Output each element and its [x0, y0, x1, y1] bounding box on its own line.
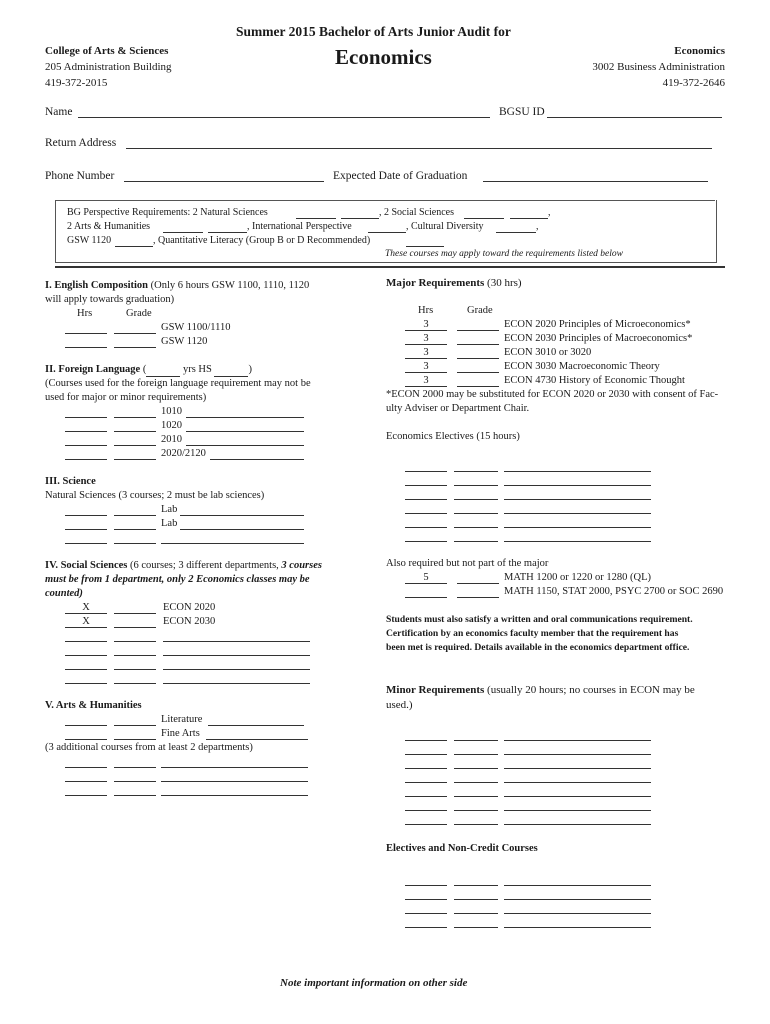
literature-label: Literature [161, 714, 203, 725]
hrs-field[interactable] [405, 474, 447, 486]
grade-field[interactable] [457, 375, 499, 387]
course-label: MATH 1150, STAT 2000, PSYC 2700 or SOC 2690 [504, 586, 724, 597]
hrs-field[interactable] [405, 586, 447, 598]
grade-field[interactable] [114, 672, 156, 684]
foreign-title: II. Foreign Language [45, 364, 141, 375]
english-note-1: (Only 6 hours GSW 1100, 1110, 1120 [148, 280, 310, 291]
hrs-field[interactable] [405, 488, 447, 500]
hrs-field[interactable] [405, 916, 447, 928]
hrs-field[interactable] [405, 813, 447, 825]
hrs-field[interactable] [405, 888, 447, 900]
major-hours: (30 hrs) [484, 277, 522, 289]
grade-field[interactable] [114, 406, 156, 418]
arts-heading: V. Arts & Humanities [45, 700, 142, 711]
course-field[interactable] [504, 530, 651, 542]
bg-line-2-d: , [536, 221, 539, 232]
course-field[interactable] [504, 729, 651, 741]
english-heading [45, 280, 309, 291]
hrs-value: 5 [405, 572, 447, 584]
course-detail-field[interactable] [163, 672, 310, 684]
bgsu-id-label: BGSU ID [499, 106, 545, 118]
hrs-field[interactable] [65, 770, 107, 782]
hrs-field[interactable] [405, 757, 447, 769]
form-title: Summer 2015 Bachelor of Arts Junior Audit for [236, 24, 511, 39]
hrs-field[interactable] [65, 658, 107, 670]
course-label: ECON 2030 [163, 616, 216, 627]
social-note-a: (6 courses; 3 different departments, [127, 560, 282, 571]
bg-natural-sci-2[interactable] [341, 207, 379, 219]
hrs-field[interactable] [405, 902, 447, 914]
name-label: Name [45, 106, 73, 118]
course-field[interactable] [504, 502, 651, 514]
major-hrs-header: Hrs [418, 305, 434, 316]
course-detail-field[interactable] [161, 532, 304, 544]
bg-box-bottom-rule [55, 266, 725, 268]
hrs-field[interactable] [405, 502, 447, 514]
hrs-mark: X [65, 602, 107, 614]
minor-title: Minor Requirements [386, 684, 485, 696]
grade-field[interactable] [114, 630, 156, 642]
comm-requirement-1: Students must also satisfy a written and oral communications requirement. [386, 614, 693, 625]
course-field[interactable] [504, 757, 651, 769]
course-detail-field[interactable] [208, 714, 304, 726]
grade-field[interactable] [454, 874, 498, 886]
minor-note-1: (usually 20 hours; no courses in ECON may be [484, 684, 695, 696]
name-field[interactable] [78, 106, 490, 118]
course-detail-field[interactable] [180, 518, 304, 530]
grade-field[interactable] [114, 756, 156, 768]
course-field[interactable] [504, 874, 651, 886]
grade-field[interactable] [454, 502, 498, 514]
minor-note-2: used.) [386, 699, 413, 711]
course-field[interactable] [504, 902, 651, 914]
foreign-note-2: used for major or minor requirements) [45, 392, 207, 403]
science-heading: III. Science [45, 476, 96, 487]
grade-field[interactable] [114, 504, 156, 516]
lab-label: Lab [161, 518, 178, 529]
grade-field[interactable] [114, 602, 156, 614]
course-detail-field[interactable] [186, 420, 304, 432]
hrs-field[interactable] [65, 756, 107, 768]
college-phone: 419-372-2015 [45, 77, 108, 89]
bg-gsw-1120[interactable] [115, 235, 153, 247]
major-req-title: Major Requirements [386, 277, 485, 289]
hrs-field[interactable] [65, 434, 107, 446]
course-field[interactable] [504, 488, 651, 500]
hrs-field[interactable] [65, 322, 107, 334]
course-field[interactable] [504, 460, 651, 472]
course-detail-field[interactable] [163, 658, 310, 670]
econ-electives-heading: Economics Electives (15 hours) [386, 431, 520, 442]
course-field[interactable] [504, 799, 651, 811]
graduation-field[interactable] [483, 170, 708, 182]
social-note-c: must be from 1 department, only 2 Economics classes may be [45, 574, 310, 585]
course-detail-field[interactable] [161, 756, 308, 768]
course-field[interactable] [504, 916, 651, 928]
foreign-note-1: (Courses used for the foreign language requirement may not be [45, 378, 311, 389]
course-label: GSW 1100/1110 [161, 322, 231, 333]
course-label: ECON 3010 or 3020 [504, 347, 592, 358]
course-detail-field[interactable] [206, 728, 308, 740]
course-detail-field[interactable] [186, 434, 304, 446]
hrs-field[interactable] [405, 530, 447, 542]
grade-field[interactable] [114, 518, 156, 530]
hs-years-field[interactable] [146, 365, 180, 377]
grade-field[interactable] [454, 516, 498, 528]
course-label: MATH 1200 or 1220 or 1280 (QL) [504, 572, 651, 583]
grade-field[interactable] [457, 586, 499, 598]
major-title: Economics [335, 45, 432, 69]
hrs-field[interactable] [65, 630, 107, 642]
hrs-field[interactable] [65, 728, 107, 740]
foreign-heading [45, 364, 252, 376]
course-label: 1020 [161, 420, 182, 431]
hrs-field[interactable] [65, 336, 107, 348]
grade-field[interactable] [454, 799, 498, 811]
course-label: 2010 [161, 434, 182, 445]
grade-field[interactable] [454, 813, 498, 825]
grade-field[interactable] [454, 530, 498, 542]
grade-field[interactable] [114, 770, 156, 782]
social-note-b: 3 courses [281, 560, 322, 571]
bg-line-2-a: 2 Arts & Humanities [67, 221, 151, 232]
grade-field[interactable] [457, 347, 499, 359]
grade-field[interactable] [114, 322, 156, 334]
grade-field[interactable] [457, 572, 499, 584]
grade-field[interactable] [114, 532, 156, 544]
grade-field[interactable] [454, 785, 498, 797]
social-note-d: counted) [45, 588, 83, 599]
grade-field[interactable] [457, 333, 499, 345]
grade-field[interactable] [114, 434, 156, 446]
course-label: ECON 4730 History of Economic Thought [504, 375, 685, 386]
bg-note: These courses may apply toward the requirements listed below [385, 249, 623, 259]
grade-field[interactable] [454, 460, 498, 472]
college-address: 205 Administration Building [45, 61, 172, 73]
bg-line-1-a: BG Perspective Requirements: 2 Natural Sciences [67, 207, 268, 218]
hrs-field[interactable] [65, 406, 107, 418]
hrs-field[interactable] [65, 672, 107, 684]
dept-phone: 419-372-2646 [662, 77, 725, 89]
hrs-field[interactable] [405, 799, 447, 811]
footer-note: Note important information on other side [280, 977, 468, 989]
course-detail-field[interactable] [161, 784, 308, 796]
bg-social-sci-2[interactable] [510, 207, 548, 219]
hrs-field[interactable] [405, 874, 447, 886]
hrs-value: 3 [405, 333, 447, 345]
comm-requirement-3: been met is required. Details available in the economics department office. [386, 642, 690, 653]
course-field[interactable] [504, 813, 651, 825]
return-address-label: Return Address [45, 137, 117, 149]
course-detail-field[interactable] [186, 406, 304, 418]
english-hrs-header: Hrs [77, 308, 93, 319]
hrs-field[interactable] [405, 771, 447, 783]
course-detail-field[interactable] [163, 630, 310, 642]
hrs-field[interactable] [65, 504, 107, 516]
english-title: I. English Composition [45, 280, 148, 291]
hrs-field[interactable] [65, 420, 107, 432]
hrs-field[interactable] [405, 785, 447, 797]
grade-field[interactable] [457, 319, 499, 331]
bg-line-1-b: , 2 Social Sciences [379, 207, 454, 218]
hrs-value: 3 [405, 319, 447, 331]
course-detail-field[interactable] [161, 770, 308, 782]
grade-field[interactable] [454, 771, 498, 783]
hrs-value: 3 [405, 347, 447, 359]
grade-field[interactable] [114, 448, 156, 460]
course-detail-field[interactable] [210, 448, 304, 460]
grade-field[interactable] [114, 616, 156, 628]
grade-field[interactable] [454, 888, 498, 900]
bg-arts-hum-2[interactable] [208, 221, 247, 233]
hrs-field[interactable] [65, 532, 107, 544]
phone-label: Phone Number [45, 170, 115, 182]
major-grade-header: Grade [467, 305, 493, 316]
english-note-2: will apply towards graduation) [45, 294, 175, 305]
minor-heading [386, 684, 695, 696]
hrs-field[interactable] [405, 516, 447, 528]
course-field[interactable] [504, 785, 651, 797]
grade-field[interactable] [114, 336, 156, 348]
hrs-mark: X [65, 616, 107, 628]
course-field[interactable] [504, 516, 651, 528]
course-detail-field[interactable] [180, 504, 304, 516]
bgsu-id-field[interactable] [547, 106, 722, 118]
grade-field[interactable] [454, 474, 498, 486]
hrs-field[interactable] [405, 743, 447, 755]
hrs-value: 3 [405, 375, 447, 387]
course-label: ECON 2020 Principles of Microeconomics* [504, 319, 691, 330]
grade-field[interactable] [454, 743, 498, 755]
grade-field[interactable] [454, 757, 498, 769]
bg-arts-hum-1[interactable] [163, 221, 203, 233]
grade-field[interactable] [457, 361, 499, 373]
bg-line-2-c: , Cultural Diversity [406, 221, 484, 232]
bg-quant-literacy[interactable] [406, 235, 444, 247]
foreign-yrs-c: ) [248, 364, 252, 375]
grade-field[interactable] [114, 644, 156, 656]
course-detail-field[interactable] [163, 644, 310, 656]
foreign-yrs-a: ( [140, 364, 147, 375]
phone-field[interactable] [124, 170, 324, 182]
bg-line-1-c: , [548, 207, 551, 218]
hs-field[interactable] [214, 365, 248, 377]
arts-note: (3 additional courses from at least 2 departments) [45, 742, 253, 753]
course-label: ECON 2030 Principles of Macroeconomics* [504, 333, 693, 344]
course-label: 2020/2120 [161, 448, 206, 459]
fine-arts-label: Fine Arts [161, 728, 200, 739]
grade-field[interactable] [114, 420, 156, 432]
course-field[interactable] [504, 888, 651, 900]
hrs-field[interactable] [65, 448, 107, 460]
bg-natural-sci-1[interactable] [296, 207, 336, 219]
grade-field[interactable] [114, 658, 156, 670]
course-label: ECON 2020 [163, 602, 216, 613]
college-name: College of Arts & Sciences [45, 45, 169, 57]
bg-line-3-b: , Quantitative Literacy (Group B or D Recommended) [153, 235, 371, 246]
course-label: 1010 [161, 406, 182, 417]
course-field[interactable] [504, 474, 651, 486]
course-label: ECON 3030 Macroeconomic Theory [504, 361, 660, 372]
foreign-yrs-b: yrs HS [180, 364, 215, 375]
return-address-field[interactable] [126, 137, 712, 149]
hrs-value: 3 [405, 361, 447, 373]
dept-name: Economics [674, 45, 725, 57]
major-heading [386, 277, 522, 289]
course-label: GSW 1120 [161, 336, 208, 347]
grade-field[interactable] [454, 902, 498, 914]
grade-field[interactable] [114, 728, 156, 740]
course-field[interactable] [504, 771, 651, 783]
comm-requirement-2: Certification by an economics faculty member that the requirement has [386, 628, 679, 639]
bg-social-sci-1[interactable] [464, 207, 504, 219]
lab-label: Lab [161, 504, 178, 515]
bg-cultural-diversity[interactable] [496, 221, 536, 233]
grade-field[interactable] [454, 729, 498, 741]
social-heading [45, 560, 322, 571]
grade-field[interactable] [114, 784, 156, 796]
major-footnote-1: *ECON 2000 may be substituted for ECON 2020 or 2030 with consent of Fac- [386, 389, 719, 400]
grade-field[interactable] [114, 714, 156, 726]
bg-line-2-b: , International Perspective [247, 221, 352, 232]
grade-field[interactable] [454, 916, 498, 928]
graduation-label: Expected Date of Graduation [333, 170, 468, 182]
hrs-field[interactable] [405, 460, 447, 472]
science-note: Natural Sciences (3 courses; 2 must be lab sciences) [45, 490, 265, 501]
hrs-field[interactable] [65, 784, 107, 796]
english-grade-header: Grade [126, 308, 152, 319]
grade-field[interactable] [454, 488, 498, 500]
course-field[interactable] [504, 743, 651, 755]
hrs-field[interactable] [405, 729, 447, 741]
social-title: IV. Social Sciences [45, 560, 128, 571]
hrs-field[interactable] [65, 714, 107, 726]
bg-international[interactable] [368, 221, 406, 233]
also-required-heading: Also required but not part of the major [386, 558, 549, 569]
dept-address: 3002 Business Administration [592, 61, 725, 73]
major-footnote-2: ulty Adviser or Department Chair. [386, 403, 530, 414]
bg-line-3-a: GSW 1120 [67, 235, 112, 246]
electives-heading: Electives and Non-Credit Courses [386, 843, 538, 854]
hrs-field[interactable] [65, 518, 107, 530]
hrs-field[interactable] [65, 644, 107, 656]
bg-box-top-rule [55, 200, 715, 201]
